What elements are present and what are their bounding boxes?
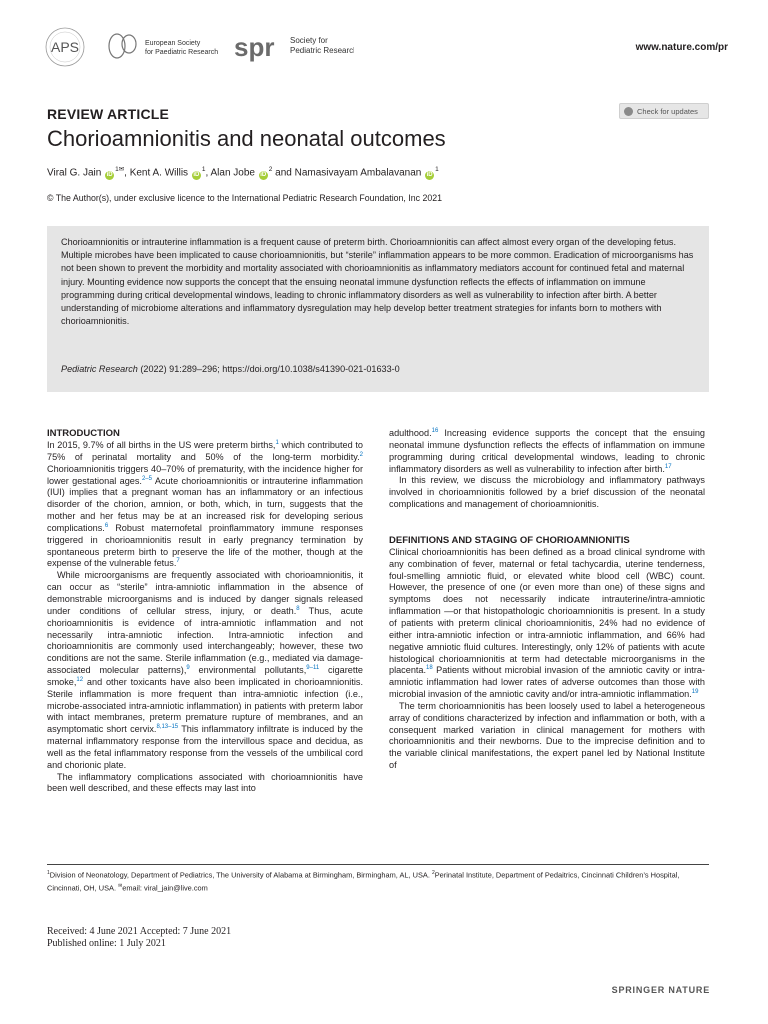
- published-date: Published online: 1 July 2021: [47, 938, 166, 949]
- author-list: Viral G. Jain $iD^{1✉}$, Kent A. Willis $iD^1$, Alan Jobe $iD^2$ and Namasivayam Ambalavanan $iD^1$: [47, 166, 439, 179]
- paragraph: The inflammatory complications associated with chorioamnionitis have been well described, and these effects may last into: [47, 771, 363, 794]
- paragraph: In this review, we discuss the microbiology and inflammatory pathways involved in chorioamnionitis followed by a brief discussion of the neonatal complications and management of chorioamnionitis.: [389, 475, 705, 510]
- abstract-box: [47, 226, 709, 392]
- article-type-label: REVIEW ARTICLE: [47, 106, 170, 122]
- body-column-right: [389, 428, 705, 772]
- spr-logo-line2: Pediatric Research: [290, 46, 354, 55]
- corresponding-email[interactable]: email: viral_jain@live.com: [122, 883, 208, 893]
- citation-details[interactable]: (2022) 91:289–296; https://doi.org/10.1038/s41390-021-01633-0: [140, 364, 400, 374]
- paragraph: adulthood.$^{16}$ Increasing evidence supports the concept that the ensuing neonatal immune dysfunction reflects the effects of inflammation on immune programming during critical developmental windows, leading to chronic inflammatory disorders as well as vulnerability to infection after birth.$^{17}$: [389, 427, 705, 474]
- paragraph: While microorganisms are frequently associated with chorioamnionitis, it can occur as “sterile” intra-amniotic inflammation in the absence of demonstrable microorganisms and is induced by danger signals released under conditions of cellular stress, injury, or death.$^8$ Thus, acute chorioamnionitis is evidence of intra-amniotic inflammation and not necessarily intra-amniotic infection. Intra-amniotic infection and chorioamnionitis are commonly used interchangeably; however, these two conditions are not the same. Sterile inflammation (e.g., mediated via damage-associated molecular patterns),$^9$ environmental pollutants,$^{9-11}$ cigarette smoke,$^{12}$ and other toxicants have also been implicated in chorioamnionitis. Sterile inflammation is more frequent than intra-amniotic infection (i.e., microbe-associated intra-amniotic inflammation) in patients with preterm labor with intact membranes, preterm premature rupture of membranes, and an asymptomatic short cervix.$^{8,13-15}$ This inflammatory infiltrate is induced by the maternal inflammatory response from the intervillous space and decidua, as well as the fetal inflammatory response from the vessels of the umbilical cord and chorionic plate.: [47, 570, 364, 770]
- author-name[interactable]: Alan Jobe: [210, 167, 255, 179]
- citation-ref[interactable]: 19: [691, 688, 699, 695]
- citation-ref[interactable]: 7: [176, 558, 180, 565]
- paragraph: The term chorioamnionitis has been loosely used to label a heterogeneous array of conditions characterized by infection and inflammation or both, with a consequent marked variation in clinical management for mothers with chorioamnionitis and their newborns. Due to the imprecise definition and to the variable clinical manifestations, the expert panel led by National Institute of: [389, 700, 705, 771]
- article-title: Chorioamnionitis and neonatal outcomes: [47, 126, 446, 151]
- author-name[interactable]: Viral G. Jain: [47, 167, 102, 179]
- spr-logo: [234, 30, 354, 64]
- citation-ref[interactable]: 8: [296, 605, 300, 612]
- aps-logo: [44, 26, 106, 68]
- esp-logo: [107, 28, 232, 64]
- citation-ref[interactable]: 18: [426, 665, 433, 672]
- citation-line: [61, 364, 400, 374]
- check-for-updates-button[interactable]: [619, 103, 709, 119]
- citation-ref[interactable]: 2–5: [141, 475, 152, 482]
- citation-ref[interactable]: 2: [359, 451, 363, 458]
- paragraph: Clinical chorioamnionitis has been defined as a broad clinical syndrome with any combination of fever, maternal or fetal tachycardia, uterine tenderness, foul-smelling amniotic fluid, or elevated white blood cell (WBC) count. However, the presence of one (or even more than one) of these signs and symptoms does not necessarily indicate intrauterine/intra-amniotic inflammation —or that histopathologic chorioamnionitis is present. In a study of patients with preterm clinical chorioamnionitis, 24% had no evidence of either intra-amniotic infection or intra-amniotic inflammation, and 66% had negative amniotic fluid cultures. Interestingly, only 12% of patients with acute histological chorioamnionitis at term had detectable microorganisms in the placenta.$^{18}$ Patients without microbial invasion of the amniotic cavity or intra-amniotic inflammation had lower rates of adverse outcomes than those with microbial invasion of the amniotic cavity and/or intra-amniotic inflammation.$^{19}$: [389, 546, 705, 700]
- citation-ref[interactable]: 12: [76, 676, 84, 683]
- update-icon: [624, 107, 633, 116]
- orcid-icon[interactable]: iD: [260, 172, 267, 179]
- abstract-text: Chorioamnionitis or intrauterine inflammation is a frequent cause of preterm birth. Chorioamnionitis can affect almost every organ of the developing fetus. Multiple microbes have been implicated to cause chorioamnionitis, but “sterile” inflammation appears to be more common. Eradication of microorganisms has not been shown to prevent the morbidity and mortality associated with chorioamnionitis as inflammatory mediators account for continued fetal and maternal injury. Mounting evidence now supports the concept that the ensuing neonatal immune dysfunction reflects the effects of inflammation on immune programming during critical developmental windows, leading to chronic inflammatory disorders as well as vulnerability to infection after birth. A better understanding of microbiome alterations and inflammatory dysregulation may help develop better treatment strategies for infants born to mothers with chorioamnionitis.: [61, 237, 694, 327]
- citation-ref[interactable]: 9: [186, 664, 190, 671]
- aps-logo-text: APS: [50, 39, 80, 55]
- esp-logo-line2: for Paediatric Research: [145, 49, 219, 56]
- journal-name: Pediatric Research: [61, 364, 138, 374]
- article-dates: [47, 926, 231, 950]
- copyright-line: © The Author(s), under exclusive licence to the International Pediatric Research Foundation, Inc 2021: [47, 193, 443, 203]
- orcid-icon[interactable]: iD: [193, 172, 200, 179]
- publisher-logo: SPRINGER NATURE: [611, 985, 710, 995]
- citation-ref[interactable]: 1: [275, 439, 279, 446]
- author-name[interactable]: Kent A. Willis: [129, 167, 189, 179]
- section-heading: DEFINITIONS AND STAGING OF CHORIOAMNIONITIS: [389, 534, 630, 546]
- received-accepted-dates: Received: 4 June 2021 Accepted: 7 June 2021: [47, 926, 232, 937]
- author-affiliation: 1✉: [115, 166, 125, 173]
- spr-logo-line1: Society for: [290, 36, 328, 45]
- author-affiliation: 1: [201, 166, 206, 173]
- footnote-divider: [47, 864, 709, 865]
- affiliations-footnote: $^1$Division of Neonatology, Department of Pediatrics, The University of Alabama at Birmingham, Birmingham, AL, USA. $^2$Perinatal Institute, Department of Pedaitrics, Cincinnati Children’s Hospital, Cincinnati, OH, USA. ✉email: viral_jain@live.com: [47, 870, 680, 893]
- author-affiliation: 1: [435, 166, 439, 173]
- orcid-icon[interactable]: iD: [426, 172, 433, 179]
- section-heading: INTRODUCTION: [47, 428, 120, 439]
- spr-logo-mark: spr: [234, 32, 275, 62]
- esp-logo-line1: European Society: [145, 40, 201, 47]
- journal-url[interactable]: www.nature.com/pr: [635, 42, 728, 53]
- citation-ref[interactable]: 6: [104, 522, 109, 529]
- body-column-left: [47, 428, 363, 795]
- author-name[interactable]: Namasivayam Ambalavanan: [294, 167, 422, 179]
- citation-ref[interactable]: 8,13–15: [156, 724, 179, 731]
- citation-ref[interactable]: 16: [431, 427, 439, 434]
- citation-ref[interactable]: 17: [664, 463, 672, 470]
- paragraph: In 2015, 9.7% of all births in the US were preterm births,$^1$ which contributed to 75% of perinatal mortality and 50% of the long-term morbidity.$^2$ Chorioamnionitis triggers 40–70% of prematurity, with the incidence higher for lower gestational ages.$^{2-5}$ Acute chorioamnionitis or intrauterine inflammation (IUI) implies that a pregnant woman has an inflammatory or an infectious disorder of the chorion, amnion, or both, which, in turn, suggests that the mother and her fetus may be at an increased risk for developing serious complications.$^6$ Robust maternofetal proinflammatory immune responses triggered in chorioamnionitis result in early pregnancy termination by spontaneous preterm birth to preserve the life of the mother, though at the expense of the vulnerable fetus.$^7$: [47, 439, 363, 569]
- orcid-icon[interactable]: iD: [106, 172, 113, 179]
- citation-ref[interactable]: 9–11: [306, 664, 320, 671]
- author-affiliation: 2: [268, 166, 273, 173]
- check-for-updates-label: Check for updates: [637, 106, 698, 116]
